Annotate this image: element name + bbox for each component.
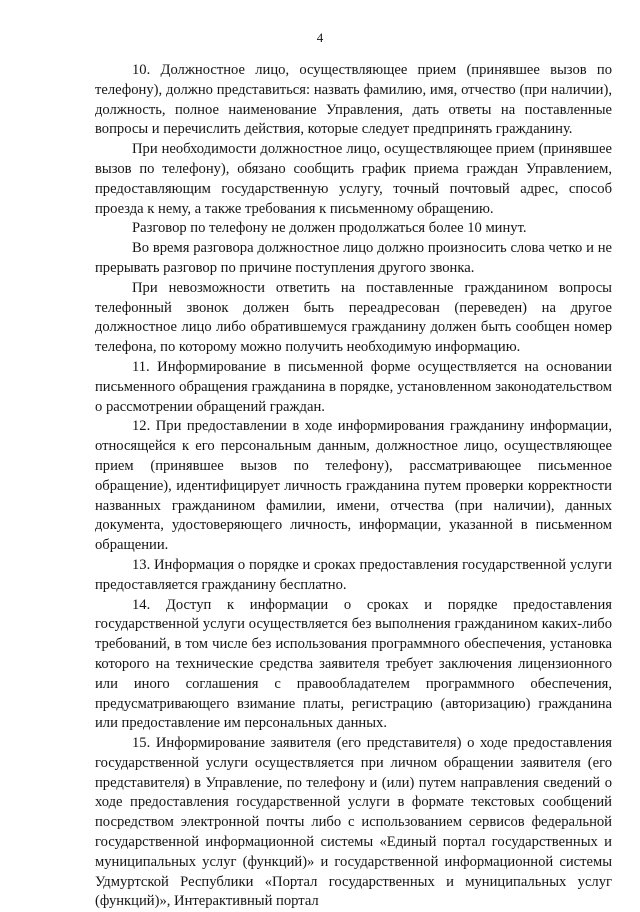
paragraph-call-duration: Разговор по телефону не должен продолжаться более 10 минут. (132, 220, 527, 237)
page-number: 4 (316, 30, 324, 45)
paragraph-12: 12. При предоставлении в ходе информирования гражданину информации, относящейся к его персональным данным, должностное лицо, осуществляющее прием (принявшее вызов по телефону), рассматривающее письменное обращение), идентифицирует личность гражданина путем проверки корректности названных гражданином фамилии, имени, отчества (при наличии), данных документа, удостоверяющего личность, информации, указанной в письменном обращении. (95, 418, 612, 554)
paragraph-10-intro: 10. Должностное лицо, осуществляющее прием (принявшее вызов по телефону), должно представиться: назвать фамилию, имя, отчество (при наличии), должность, полное наименование Управления, дать ответы на поставленные вопросы и перечислить действия, которые следует предпринять гражданину. (95, 62, 612, 138)
paragraph-13: 13. Информация о порядке и сроках предоставления государственной услуги предоставляется гражданину бесплатно. (95, 556, 612, 593)
paragraph-schedule-info: При необходимости должностное лицо, осуществляющее прием (принявшее вызов по телефону), обязано сообщить график приема граждан Управлением, предоставляющим государственную услугу, точный почтовый адрес, способ проезда к нему, а также требования к письменному обращению. (95, 141, 612, 217)
paragraph-call-redirect: При невозможности ответить на поставленные гражданином вопросы телефонный звонок должен быть переадресован (переведен) на другое должностное лицо либо обратившемуся гражданину должен быть сообщен номер телефона, по которому можно получить необходимую информацию. (95, 279, 612, 356)
paragraph-14: 14. Доступ к информации о сроках и порядке предоставления государственной услуги осуществляется без выполнения гражданином каких-либо требований, в том числе без использования программного обеспечения, установка которого на технические средства заявителя требует заключения лицензионного или иного соглашения с правообладателем программного обеспечения, предусматривающего взимание платы, регистрацию (авторизацию) гражданина или предоставление им персональных данных. (95, 596, 612, 732)
body-text (95, 61, 612, 912)
paragraph-11: 11. Информирование в письменной форме осуществляется на основании письменного обращения гражданина в порядке, установленном законодательством о рассмотрении обращений граждан. (95, 358, 612, 415)
paragraph-call-manner: Во время разговора должностное лицо должно произносить слова четко и не прерывать разговор по причине поступления другого звонка. (95, 240, 612, 276)
paragraph-15: 15. Информирование заявителя (его представителя) о ходе предоставления государственной услуги осуществляется при личном обращении заявителя (его представителя) в Управление, по телефону и (или) путем направления сведений о ходе предоставления государственной услуги в формате текстовых сообщений посредством электронной почты либо с использованием сервисов федеральной государственной информационной системы «Единый портал государственных и муниципальных услуг (функций)» и государственной информационной системы Удмуртской Республики «Портал государственных и муниципальных услуг (функций)», Интерактивный портал (95, 735, 612, 910)
